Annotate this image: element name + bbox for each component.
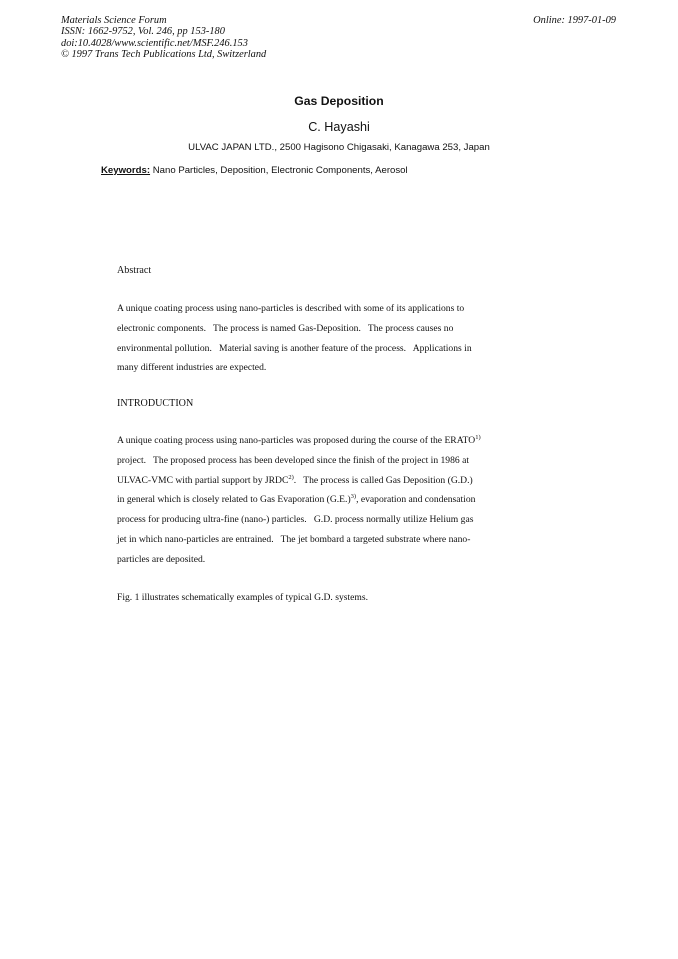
- citation-superscript: 1): [475, 434, 481, 441]
- abstract-heading: Abstract: [117, 265, 152, 276]
- citation-superscript: 3): [350, 493, 357, 501]
- keywords-line: [101, 165, 408, 176]
- journal-name: Materials Science Forum: [61, 15, 167, 26]
- paper-author: C. Hayashi: [308, 120, 370, 134]
- doi-line: doi:10.4028/www.scientific.net/MSF.246.153: [61, 37, 248, 49]
- online-date: Online: 1997-01-09: [533, 15, 616, 26]
- journal-header: [61, 15, 266, 61]
- abstract-line: many different industries are expected.: [117, 362, 267, 374]
- abstract-body: [117, 299, 542, 378]
- paper-title: Gas Deposition: [294, 94, 384, 108]
- intro-line: process for producing ultra-fine (nano-) particles. G.D. process normally utilize Helium gas: [117, 514, 474, 526]
- intro-line: jet in which nano-particles are entrained. The jet bombard a targeted substrate where nano-: [117, 533, 471, 545]
- intro-line: project. The proposed process has been developed since the finish of the project in 1986 at: [117, 454, 470, 466]
- introduction-heading: INTRODUCTION: [117, 398, 194, 409]
- abstract-line: environmental pollution. Material saving is another feature of the process. Applications in: [117, 342, 472, 354]
- abstract-line: electronic components. The process is named Gas-Deposition. The process causes no: [117, 322, 454, 334]
- intro-line: A unique coating process using nano-particles was proposed during the course of the ERATO$^{1)}$: [117, 434, 481, 446]
- author-affiliation: ULVAC JAPAN LTD., 2500 Hagisono Chigasaki, Kanagawa 253, Japan: [188, 142, 490, 153]
- copyright-line: © 1997 Trans Tech Publications Ltd, Switzerland: [61, 49, 267, 61]
- abstract-line: A unique coating process using nano-particles is described with some of its applications to: [117, 303, 465, 314]
- introduction-body: [117, 431, 542, 570]
- keywords-list: Nano Particles, Deposition, Electronic Components, Aerosol: [152, 165, 408, 176]
- intro-line: in general which is closely related to Gas Evaporation $(G.E.)^{3)}$, evaporation and condensation: [117, 493, 476, 506]
- figure-reference: Fig. 1 illustrates schematically examples of typical G.D. systems.: [117, 592, 368, 603]
- citation-superscript: 2): [288, 473, 294, 481]
- intro-line: ULVAC-VMC with partial support by JRDC$^{2)}$. The process is called Gas Deposition (G.D.): [117, 473, 473, 486]
- keywords-label: Keywords:: [101, 165, 151, 176]
- issn-line: ISSN: 1662-9752, Vol. 246, pp 153-180: [61, 26, 225, 38]
- intro-line: particles are deposited.: [117, 553, 206, 565]
